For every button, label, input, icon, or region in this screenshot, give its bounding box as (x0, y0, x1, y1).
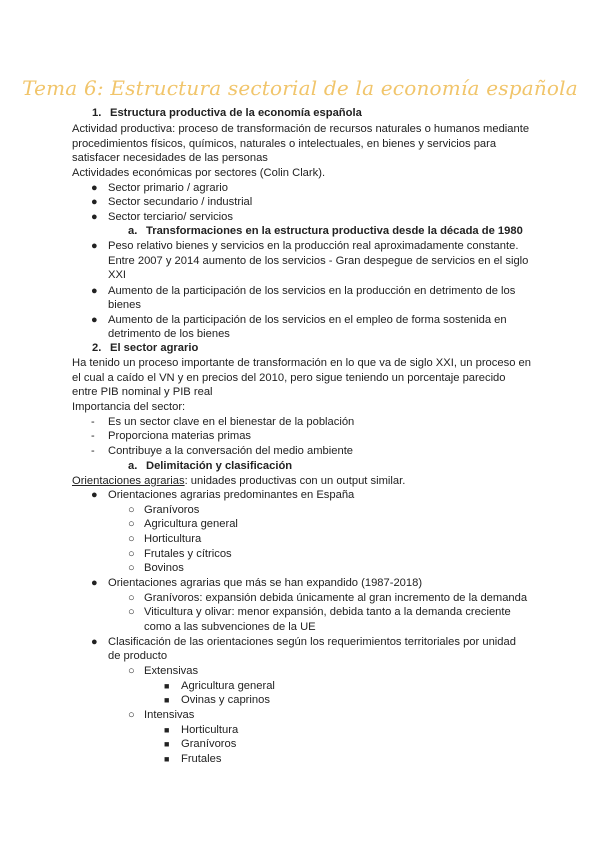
list-item: Frutales y cítricos (144, 548, 232, 560)
dash-bullet: - (91, 416, 95, 428)
square-bullet: ■ (164, 739, 170, 749)
list-item: Es un sector clave en el bienestar de la población (108, 416, 355, 428)
circle-bullet: ○ (128, 533, 135, 545)
bullet-dot: ● (91, 211, 98, 223)
bullet-dot: ● (91, 285, 98, 297)
square-bullet: ■ (164, 725, 170, 735)
bullet-dot: ● (91, 240, 98, 252)
list-item-continuation: XXI (108, 269, 127, 281)
circle-bullet: ○ (128, 562, 135, 574)
paragraph-line: Importancia del sector: (72, 401, 186, 413)
list-item: Horticultura (144, 533, 202, 545)
circle-bullet: ○ (128, 606, 135, 618)
square-bullet: ■ (164, 754, 170, 764)
bullet-dot: ● (91, 182, 98, 194)
circle-bullet: ○ (128, 518, 135, 530)
subsection-heading: Transformaciones en la estructura productiva desde la década de 1980 (146, 225, 523, 237)
paragraph-line: Actividades económicas por sectores (Colin Clark). (72, 167, 326, 179)
dash-bullet: - (91, 430, 95, 442)
list-item: Contribuye a la conversación del medio ambiente (108, 445, 354, 457)
circle-bullet: ○ (128, 665, 135, 677)
list-item: Aumento de la participación de los servicios en el empleo de forma sostenida en (108, 314, 507, 326)
list-item-continuation: como a las subvenciones de la UE (144, 621, 316, 633)
list-item: Orientaciones agrarias predominantes en España (108, 489, 355, 501)
list-item: Extensivas (144, 665, 199, 677)
list-item-continuation: bienes (108, 299, 141, 311)
list-item: Granívoros (181, 738, 237, 750)
paragraph-line: entre PIB nominal y PIB real (72, 386, 213, 398)
list-item: Agricultura general (144, 518, 238, 530)
section-2-number: 2. (92, 342, 102, 354)
section-1-heading: Estructura productiva de la economía española (110, 107, 362, 119)
bullet-dot: ● (91, 636, 98, 648)
list-item: Sector terciario/ servicios (108, 211, 233, 223)
subsection-letter: a. (128, 460, 138, 472)
section-2-heading: El sector agrario (110, 342, 199, 354)
definition-line (72, 474, 405, 489)
list-item: Frutales (181, 753, 222, 765)
list-item: Viticultura y olivar: menor expansión, debida tanto a la demanda creciente (144, 606, 511, 618)
list-item: Peso relativo bienes y servicios en la producción real aproximadamente constante. (108, 240, 519, 252)
list-item-continuation: Entre 2007 y 2014 aumento de los servicios - Gran despegue de servicios en el siglo (108, 255, 529, 267)
list-item: Sector primario / agrario (108, 182, 228, 194)
circle-bullet: ○ (128, 592, 135, 604)
page-title: Tema 6: Estructura sectorial de la economía española (22, 76, 578, 100)
subsection-heading: Delimitación y clasificación (146, 460, 293, 472)
circle-bullet: ○ (128, 548, 135, 560)
list-item: Orientaciones agrarias que más se han expandido (1987-2018) (108, 577, 423, 589)
list-item: Clasificación de las orientaciones según los requerimientos territoriales por unidad (108, 636, 516, 648)
paragraph-line: satisfacer necesidades de las personas (72, 152, 268, 164)
list-item: Agricultura general (181, 680, 275, 692)
paragraph-line: Ha tenido un proceso importante de transformación en lo que va de siglo XXI, un proceso en (72, 357, 531, 369)
list-item: Sector secundario / industrial (108, 196, 253, 208)
bullet-dot: ● (91, 577, 98, 589)
subsection-letter: a. (128, 225, 138, 237)
circle-bullet: ○ (128, 504, 135, 516)
list-item-continuation: detrimento de los bienes (108, 328, 230, 340)
list-item: Intensivas (144, 709, 195, 721)
dash-bullet: - (91, 445, 95, 457)
bullet-dot: ● (91, 196, 98, 208)
bullet-dot: ● (91, 489, 98, 501)
list-item-continuation: de producto (108, 650, 168, 662)
section-1-number: 1. (92, 107, 102, 119)
list-item: Granívoros (144, 504, 200, 516)
square-bullet: ■ (164, 681, 170, 691)
list-item: Ovinas y caprinos (181, 694, 270, 706)
paragraph-line: Actividad productiva: proceso de transformación de recursos naturales o humanos mediante (72, 123, 530, 135)
list-item: Proporciona materias primas (108, 430, 252, 442)
definition-text: : unidades productivas con un output similar. (184, 475, 406, 487)
paragraph-line: el cual a caído el VN y en precios del 2010, pero sigue teniendo un porcentaje parecido (72, 372, 506, 384)
list-item: Horticultura (181, 724, 239, 736)
paragraph-line: procedimientos físicos, químicos, naturales o intelectuales, en bienes y servicios para (72, 138, 497, 150)
bullet-dot: ● (91, 314, 98, 326)
list-item: Bovinos (144, 562, 184, 574)
circle-bullet: ○ (128, 709, 135, 721)
list-item: Aumento de la participación de los servicios en la producción en detrimento de los (108, 285, 516, 297)
definition-term: Orientaciones agrarias (72, 475, 185, 487)
list-item: Granívoros: expansión debida únicamente al gran incremento de la demanda (144, 592, 528, 604)
square-bullet: ■ (164, 695, 170, 705)
